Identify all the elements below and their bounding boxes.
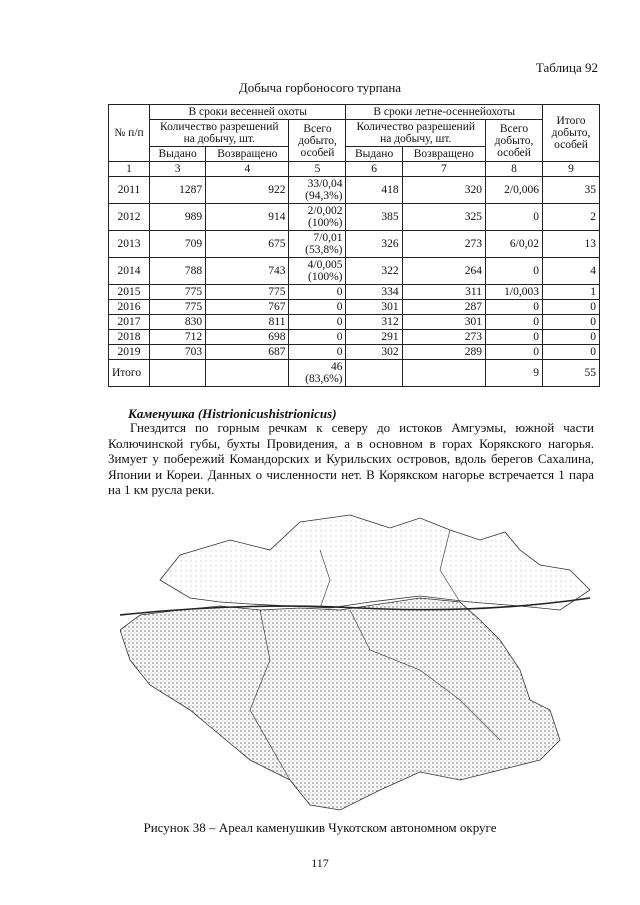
cell-a-returned: 273 (402, 330, 485, 345)
range-map (120, 510, 600, 822)
col-number: 7 (402, 162, 485, 177)
cell-s-caught: 4/0,005 (100%) (289, 258, 346, 285)
cell-a-caught: 1/0,003 (486, 285, 543, 300)
cell-total: 0 (543, 345, 600, 360)
cell-total: 35 (543, 177, 600, 204)
cell-a-caught: 0 (486, 204, 543, 231)
cell-s-issued: 830 (150, 315, 206, 330)
cell-a-returned: 320 (402, 177, 485, 204)
col-number: 4 (206, 162, 289, 177)
col-number: 1 (109, 162, 150, 177)
cell-s-caught: 0 (289, 330, 346, 345)
cell-s-caught: 7/0,01 (53,8%) (289, 231, 346, 258)
header-spring-permits: Количество разрешений на добычу, шт. (150, 120, 289, 147)
table-row (109, 345, 600, 360)
header-autumn-permits: Количество разрешений на добычу, шт. (346, 120, 486, 147)
cell-s-issued: 1287 (150, 177, 206, 204)
total-caught: 55 (543, 360, 600, 387)
cell-s-issued: 712 (150, 330, 206, 345)
cell-s-caught: 0 (289, 300, 346, 315)
table-row (109, 231, 600, 258)
total-autumn-caught: 9 (486, 360, 543, 387)
col-number: 3 (150, 162, 206, 177)
cell-year: 2017 (109, 315, 150, 330)
cell-a-returned: 273 (402, 231, 485, 258)
species-heading: Каменушка (Histrionicushistrionicus) (128, 406, 337, 421)
cell-s-returned: 675 (206, 231, 289, 258)
cell-total: 0 (543, 315, 600, 330)
species-paragraph: Гнездится по горным речкам к северу до истоков Амгуэмы, южной части Колючинской губы, бухты Провидения, а в основном в горах Корякского нагорья. Зимует у побережий Командорских и Курильских островов, вдоль берегов Сахалина, Японии и Кореи. Данных о численности нет. В Корякском нагорье встречается 1 пара на 1 км русла реки. (108, 420, 594, 497)
table-title: Добыча горбоносого турпана (238, 80, 402, 95)
table-row (109, 300, 600, 315)
col-number: 9 (543, 162, 600, 177)
cell-a-returned: 289 (402, 345, 485, 360)
cell-a-returned: 301 (402, 315, 485, 330)
cell-a-caught: 6/0,02 (486, 231, 543, 258)
col-number: 6 (346, 162, 402, 177)
cell-total: 2 (543, 204, 600, 231)
total-spring-caught: 46 (83,6%) (289, 360, 346, 387)
cell-a-returned: 287 (402, 300, 485, 315)
cell-a-caught: 0 (486, 258, 543, 285)
cell-a-issued: 312 (346, 315, 402, 330)
header-autumn-returned: Возвращено (402, 147, 485, 162)
cell-a-issued: 334 (346, 285, 402, 300)
cell-a-caught: 0 (486, 345, 543, 360)
figure-caption: Рисунок 38 – Ареал каменушкив Чукотском автономном округе (143, 820, 497, 835)
table-label: Таблица 92 (535, 60, 598, 75)
cell-s-caught: 0 (289, 315, 346, 330)
total-row (109, 360, 600, 387)
cell-s-returned: 775 (206, 285, 289, 300)
header-spring-issued: Выдано (150, 147, 206, 162)
cell-s-issued: 775 (150, 285, 206, 300)
harvest-table (108, 104, 600, 387)
header-spring-returned: Возвращено (206, 147, 289, 162)
page-number: 117 (311, 856, 329, 870)
cell-s-caught: 0 (289, 345, 346, 360)
table-row (109, 177, 600, 204)
header-spring-caught: Всего добыто, особей (289, 120, 346, 162)
header-autumn-caught: Всего добыто, особей (486, 120, 543, 162)
cell-a-issued: 326 (346, 231, 402, 258)
cell-a-issued: 301 (346, 300, 402, 315)
cell-s-returned: 767 (206, 300, 289, 315)
col-number: 8 (486, 162, 543, 177)
cell-year: 2015 (109, 285, 150, 300)
table-row (109, 204, 600, 231)
cell-year: 2012 (109, 204, 150, 231)
cell-year: 2013 (109, 231, 150, 258)
cell-s-returned: 743 (206, 258, 289, 285)
cell-s-returned: 698 (206, 330, 289, 345)
cell-a-returned: 264 (402, 258, 485, 285)
column-number-row (109, 162, 600, 177)
cell-s-issued: 703 (150, 345, 206, 360)
cell-a-issued: 302 (346, 345, 402, 360)
cell-s-issued: 788 (150, 258, 206, 285)
cell-a-returned: 325 (402, 204, 485, 231)
cell-s-caught: 0 (289, 285, 346, 300)
col-number: 5 (289, 162, 346, 177)
header-spring: В сроки весенней охоты (150, 105, 346, 120)
cell-total: 0 (543, 330, 600, 345)
header-autumn: В сроки летне-осеннейохоты (346, 105, 543, 120)
cell-a-caught: 0 (486, 330, 543, 345)
map-north-region (160, 515, 590, 610)
cell-a-returned: 311 (402, 285, 485, 300)
cell-year: 2014 (109, 258, 150, 285)
table-row (109, 330, 600, 345)
cell-s-issued: 989 (150, 204, 206, 231)
cell-total: 0 (543, 300, 600, 315)
header-total: Итого добыто, особей (543, 105, 600, 162)
cell-year: 2011 (109, 177, 150, 204)
cell-a-caught: 0 (486, 315, 543, 330)
table-row (109, 258, 600, 285)
cell-year: 2016 (109, 300, 150, 315)
cell-s-caught: 2/0,002 (100%) (289, 204, 346, 231)
cell-a-caught: 2/0,006 (486, 177, 543, 204)
total-label: Итого (109, 360, 150, 387)
header-autumn-issued: Выдано (346, 147, 402, 162)
table-row (109, 285, 600, 300)
cell-s-returned: 922 (206, 177, 289, 204)
map-south-region (120, 598, 560, 810)
cell-year: 2018 (109, 330, 150, 345)
cell-s-caught: 33/0,04 (94,3%) (289, 177, 346, 204)
cell-year: 2019 (109, 345, 150, 360)
cell-a-issued: 418 (346, 177, 402, 204)
cell-total: 4 (543, 258, 600, 285)
cell-a-issued: 385 (346, 204, 402, 231)
cell-a-caught: 0 (486, 300, 543, 315)
cell-s-issued: 775 (150, 300, 206, 315)
cell-s-returned: 811 (206, 315, 289, 330)
header-num: № п/п (109, 105, 150, 162)
cell-total: 13 (543, 231, 600, 258)
cell-s-returned: 687 (206, 345, 289, 360)
cell-a-issued: 322 (346, 258, 402, 285)
cell-total: 1 (543, 285, 600, 300)
cell-s-returned: 914 (206, 204, 289, 231)
table-row (109, 315, 600, 330)
cell-s-issued: 709 (150, 231, 206, 258)
cell-a-issued: 291 (346, 330, 402, 345)
